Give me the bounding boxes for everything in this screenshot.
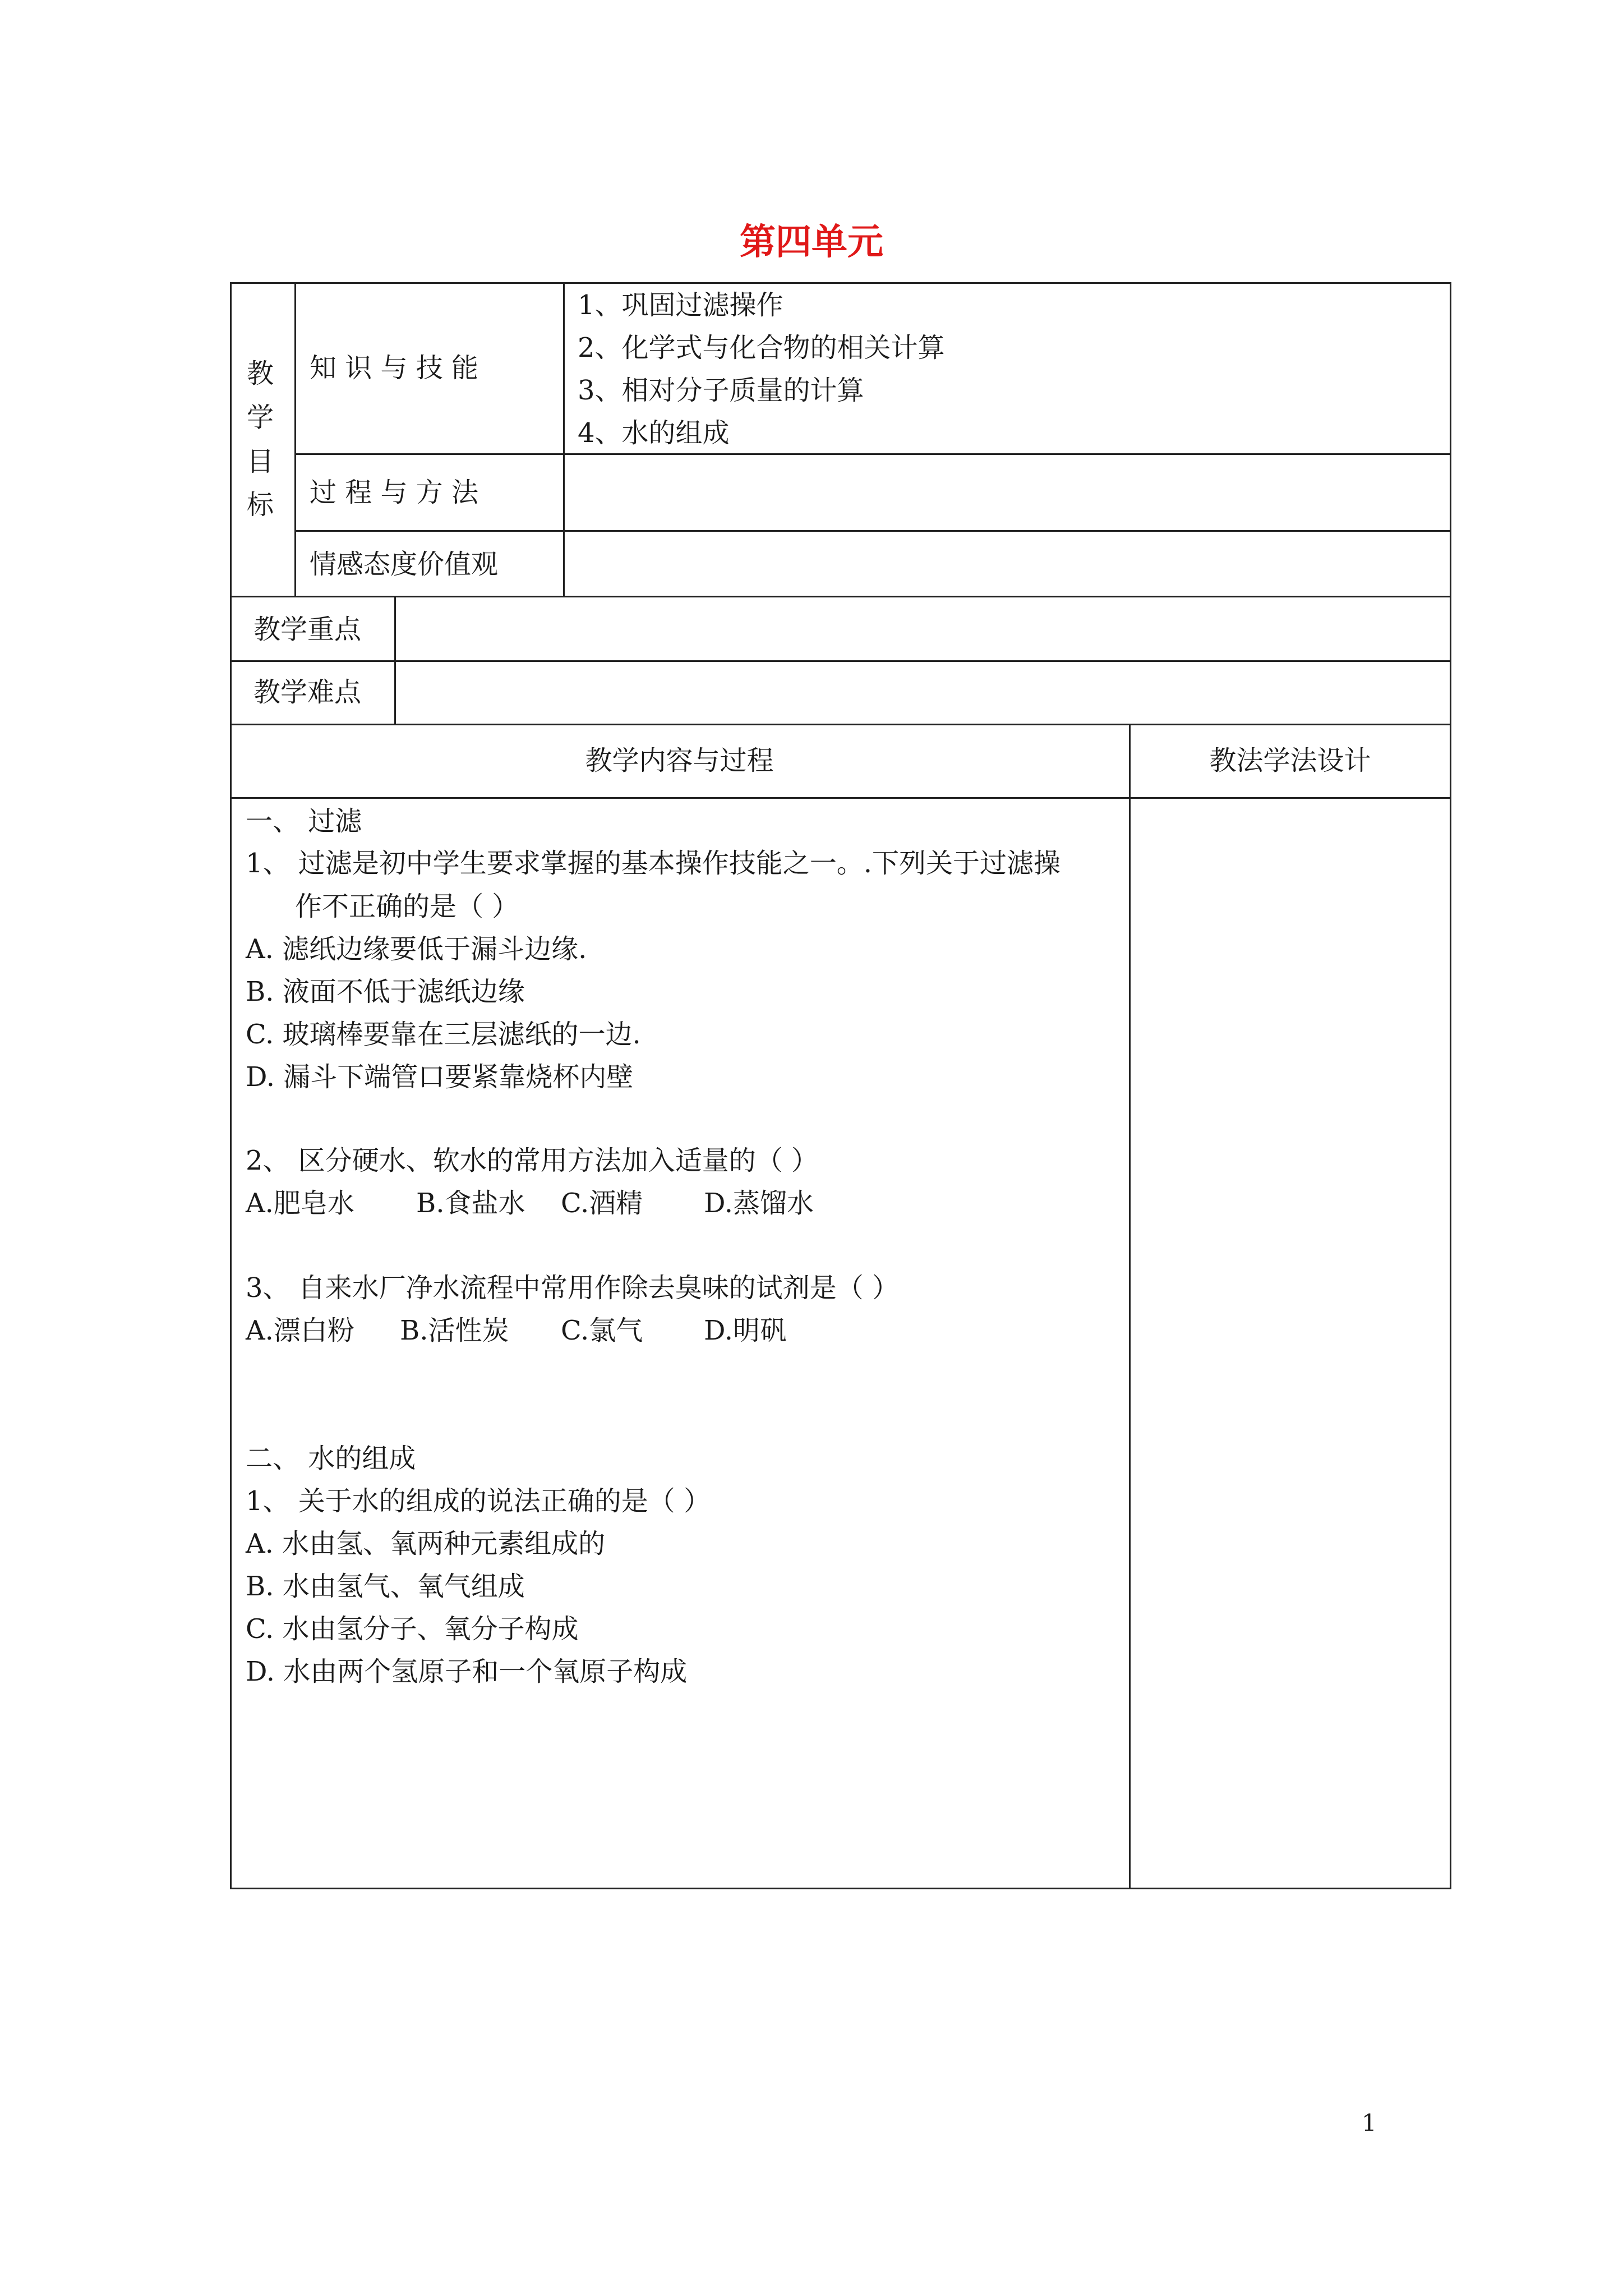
section2-heading: 二、 水的组成 xyxy=(246,1443,416,1474)
key-point-bottom-line xyxy=(230,660,1451,662)
document-title: 第四单元 xyxy=(740,222,883,263)
section1-q1-line1: 1、 过滤是初中学生要求掌握的基本操作技能之一。.下列关于过滤操 xyxy=(246,848,1061,879)
objectives-row-divider-2 xyxy=(294,530,1451,532)
section1-q3-option: C.氯气 xyxy=(561,1315,643,1346)
section2-q1-option: B. 水由氢气、氧气组成 xyxy=(246,1571,525,1602)
content-header-line xyxy=(230,797,1451,799)
objectives-side-char-2: 学 xyxy=(247,402,274,433)
knowledge-item: 3、相对分子质量的计算 xyxy=(578,375,864,406)
section1-q3-stem: 3、 自来水厂净水流程中常用作除去臭味的试剂是（ ） xyxy=(246,1272,900,1304)
knowledge-skills-label: 知 识 与 技 能 xyxy=(310,352,479,384)
section1-q2-option: A.肥皂水 xyxy=(246,1188,354,1219)
knowledge-item: 2、化学式与化合物的相关计算 xyxy=(578,332,945,364)
section1-heading: 一、 过滤 xyxy=(246,806,362,837)
key-point-label: 教学重点 xyxy=(253,614,362,645)
objectives-row-divider-1 xyxy=(294,453,1451,455)
section1-q2-stem: 2、 区分硬水、软水的常用方法加入适量的（ ） xyxy=(246,1145,819,1176)
objectives-side-divider xyxy=(294,282,296,597)
section1-q3-option: D.明矾 xyxy=(704,1315,787,1346)
knowledge-item: 4、水的组成 xyxy=(578,417,730,449)
section2-q1-option: D. 水由两个氢原子和一个氧原子构成 xyxy=(246,1656,688,1687)
difficulty-label: 教学难点 xyxy=(253,677,362,708)
objectives-side-char-4: 标 xyxy=(247,489,274,521)
section1-q1-option: B. 液面不低于滤纸边缘 xyxy=(246,976,525,1007)
objectives-side-char-1: 教 xyxy=(247,358,274,389)
attitudes-values-label: 情感态度价值观 xyxy=(310,549,499,580)
page-number: 1 xyxy=(1362,2109,1377,2137)
objectives-bottom-line xyxy=(230,596,1451,597)
content-method-divider xyxy=(1129,724,1131,1889)
section1-q1-option: C. 玻璃棒要靠在三层滤纸的一边. xyxy=(246,1019,641,1050)
knowledge-item: 1、巩固过滤操作 xyxy=(578,289,783,321)
section1-q3-option: B.活性炭 xyxy=(400,1315,509,1346)
objectives-side-char-3: 目 xyxy=(247,446,274,477)
section2-q1-option: A. 水由氢、氧两种元素组成的 xyxy=(246,1528,606,1559)
section1-q2-option: B.食盐水 xyxy=(416,1188,525,1219)
section1-q1-option: A. 滤纸边缘要低于漏斗边缘. xyxy=(246,933,587,965)
section1-q2-option: C.酒精 xyxy=(561,1188,643,1219)
section1-q3-option: A.漂白粉 xyxy=(246,1315,354,1346)
section1-q1-line2: 作不正确的是（ ） xyxy=(295,891,519,922)
section2-q1-option: C. 水由氢分子、氧分子构成 xyxy=(246,1613,579,1645)
section2-q1-stem: 1、 关于水的组成的说法正确的是（ ） xyxy=(246,1485,711,1517)
content-process-header: 教学内容与过程 xyxy=(585,745,774,776)
process-methods-label: 过 程 与 方 法 xyxy=(310,477,479,508)
section1-q2-option: D.蒸馏水 xyxy=(704,1188,814,1219)
difficulty-bottom-line xyxy=(230,724,1451,725)
section1-q1-option: D. 漏斗下端管口要紧靠烧杯内壁 xyxy=(246,1061,634,1093)
objectives-label-divider xyxy=(563,282,565,597)
teaching-method-header: 教法学法设计 xyxy=(1209,745,1371,776)
